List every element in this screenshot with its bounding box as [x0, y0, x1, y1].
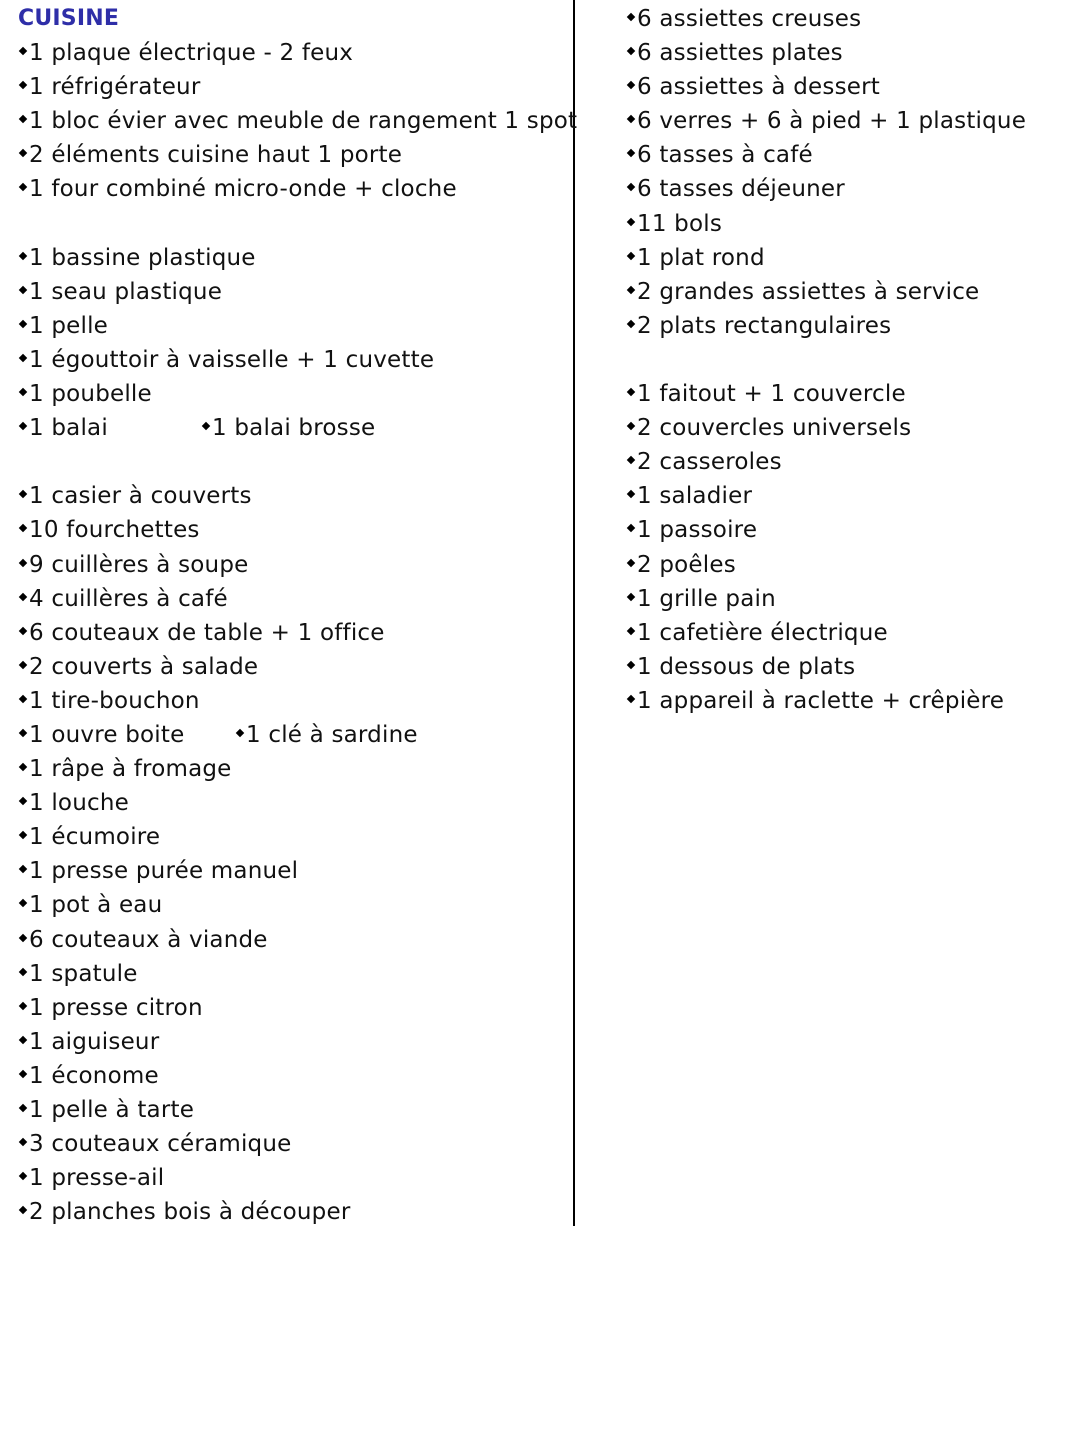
diamond-bullet-icon [19, 1001, 27, 1009]
diamond-bullet-icon [19, 388, 27, 396]
spacer [18, 207, 568, 241]
diamond-bullet-icon [627, 81, 635, 89]
list-item: 1 seau plastique [18, 275, 568, 309]
diamond-bullet-icon [627, 388, 635, 396]
list-item: 6 couteaux de table + 1 office [18, 616, 568, 650]
right-column [626, 2, 1076, 718]
list-item: 1 ouvre boite 1 clé à sardine [18, 718, 568, 752]
list-item: 6 couteaux à viande [18, 923, 568, 957]
diamond-bullet-icon [627, 149, 635, 157]
list-item: 1 écumoire [18, 820, 568, 854]
list-item: 9 cuillères à soupe [18, 548, 568, 582]
list-item: 1 presse purée manuel [18, 854, 568, 888]
diamond-bullet-icon [627, 490, 635, 498]
diamond-bullet-icon [627, 626, 635, 634]
list-item: 2 éléments cuisine haut 1 porte [18, 138, 568, 172]
list-item: 1 louche [18, 786, 568, 820]
list-item: 6 verres + 6 à pied + 1 plastique [626, 104, 1076, 138]
list-item: 1 aiguiseur [18, 1025, 568, 1059]
diamond-bullet-icon [627, 524, 635, 532]
list-item: 1 égouttoir à vaisselle + 1 cuvette [18, 343, 568, 377]
diamond-bullet-icon [19, 626, 27, 634]
diamond-bullet-icon [19, 422, 27, 430]
list-item: 1 presse citron [18, 991, 568, 1025]
list-item: 6 assiettes creuses [626, 2, 1076, 36]
list-item: 6 tasses à café [626, 138, 1076, 172]
diamond-bullet-icon [627, 558, 635, 566]
diamond-bullet-icon [19, 797, 27, 805]
diamond-bullet-icon [19, 286, 27, 294]
list-item: 6 assiettes plates [626, 36, 1076, 70]
list-item: 1 économe [18, 1059, 568, 1093]
diamond-bullet-icon [19, 1172, 27, 1180]
list-item: 1 four combiné micro-onde + cloche [18, 172, 568, 206]
spacer [18, 445, 568, 479]
diamond-bullet-icon [19, 899, 27, 907]
diamond-bullet-icon [627, 456, 635, 464]
diamond-bullet-icon [627, 592, 635, 600]
diamond-bullet-icon [627, 320, 635, 328]
list-item: 1 pelle [18, 309, 568, 343]
list-item: 1 tire-bouchon [18, 684, 568, 718]
diamond-bullet-icon [202, 422, 210, 430]
list-item: 2 poêles [626, 548, 1076, 582]
list-item: 6 assiettes à dessert [626, 70, 1076, 104]
list-item: 2 plats rectangulaires [626, 309, 1076, 343]
diamond-bullet-icon [19, 763, 27, 771]
list-item: 4 cuillères à café [18, 582, 568, 616]
diamond-bullet-icon [19, 1104, 27, 1112]
diamond-bullet-icon [19, 320, 27, 328]
diamond-bullet-icon [19, 149, 27, 157]
list-item: 1 grille pain [626, 582, 1076, 616]
diamond-bullet-icon [627, 251, 635, 259]
diamond-bullet-icon [19, 933, 27, 941]
diamond-bullet-icon [627, 286, 635, 294]
diamond-bullet-icon [627, 695, 635, 703]
diamond-bullet-icon [19, 661, 27, 669]
list-item: 1 bassine plastique [18, 241, 568, 275]
list-item: 1 appareil à raclette + crêpière [626, 684, 1076, 718]
spacer [626, 343, 1076, 377]
list-item: 1 poubelle [18, 377, 568, 411]
section-title: CUISINE [18, 6, 120, 31]
list-item: 2 planches bois à découper [18, 1195, 568, 1229]
diamond-bullet-icon [19, 490, 27, 498]
diamond-bullet-icon [19, 1070, 27, 1078]
list-item: 6 tasses déjeuner [626, 172, 1076, 206]
column-divider [573, 0, 575, 1226]
list-item: 2 couverts à salade [18, 650, 568, 684]
diamond-bullet-icon [236, 729, 244, 737]
list-item: 10 fourchettes [18, 513, 568, 547]
list-item: 1 bloc évier avec meuble de rangement 1 spot [18, 104, 568, 138]
diamond-bullet-icon [19, 1206, 27, 1214]
diamond-bullet-icon [627, 47, 635, 55]
diamond-bullet-icon [19, 695, 27, 703]
diamond-bullet-icon [19, 865, 27, 873]
diamond-bullet-icon [627, 217, 635, 225]
diamond-bullet-icon [19, 1036, 27, 1044]
list-item: 1 faitout + 1 couvercle [626, 377, 1076, 411]
diamond-bullet-icon [627, 13, 635, 21]
list-item: 2 grandes assiettes à service [626, 275, 1076, 309]
list-item: 11 bols [626, 207, 1076, 241]
diamond-bullet-icon [627, 115, 635, 123]
diamond-bullet-icon [19, 81, 27, 89]
diamond-bullet-icon [19, 729, 27, 737]
list-item: 3 couteaux céramique [18, 1127, 568, 1161]
list-item: 1 dessous de plats [626, 650, 1076, 684]
list-item: 1 réfrigérateur [18, 70, 568, 104]
list-item: 1 presse-ail [18, 1161, 568, 1195]
diamond-bullet-icon [19, 115, 27, 123]
diamond-bullet-icon [19, 47, 27, 55]
diamond-bullet-icon [627, 183, 635, 191]
diamond-bullet-icon [627, 661, 635, 669]
list-item: 1 passoire [626, 513, 1076, 547]
list-item: 1 plaque électrique - 2 feux [18, 36, 568, 70]
list-item: 1 spatule [18, 957, 568, 991]
list-item: 1 pelle à tarte [18, 1093, 568, 1127]
list-item: 2 couvercles universels [626, 411, 1076, 445]
left-column [18, 2, 578, 1229]
list-item: 1 cafetière électrique [626, 616, 1076, 650]
diamond-bullet-icon [19, 524, 27, 532]
diamond-bullet-icon [19, 183, 27, 191]
diamond-bullet-icon [19, 831, 27, 839]
list-item: 1 balai 1 balai brosse [18, 411, 568, 445]
list-item: 1 plat rond [626, 241, 1076, 275]
list-item: 1 râpe à fromage [18, 752, 568, 786]
diamond-bullet-icon [19, 558, 27, 566]
diamond-bullet-icon [19, 1138, 27, 1146]
diamond-bullet-icon [19, 592, 27, 600]
diamond-bullet-icon [19, 967, 27, 975]
list-item: 1 pot à eau [18, 888, 568, 922]
diamond-bullet-icon [19, 251, 27, 259]
diamond-bullet-icon [627, 422, 635, 430]
list-item: 1 casier à couverts [18, 479, 568, 513]
diamond-bullet-icon [19, 354, 27, 362]
list-item: 1 saladier [626, 479, 1076, 513]
list-item: 2 casseroles [626, 445, 1076, 479]
